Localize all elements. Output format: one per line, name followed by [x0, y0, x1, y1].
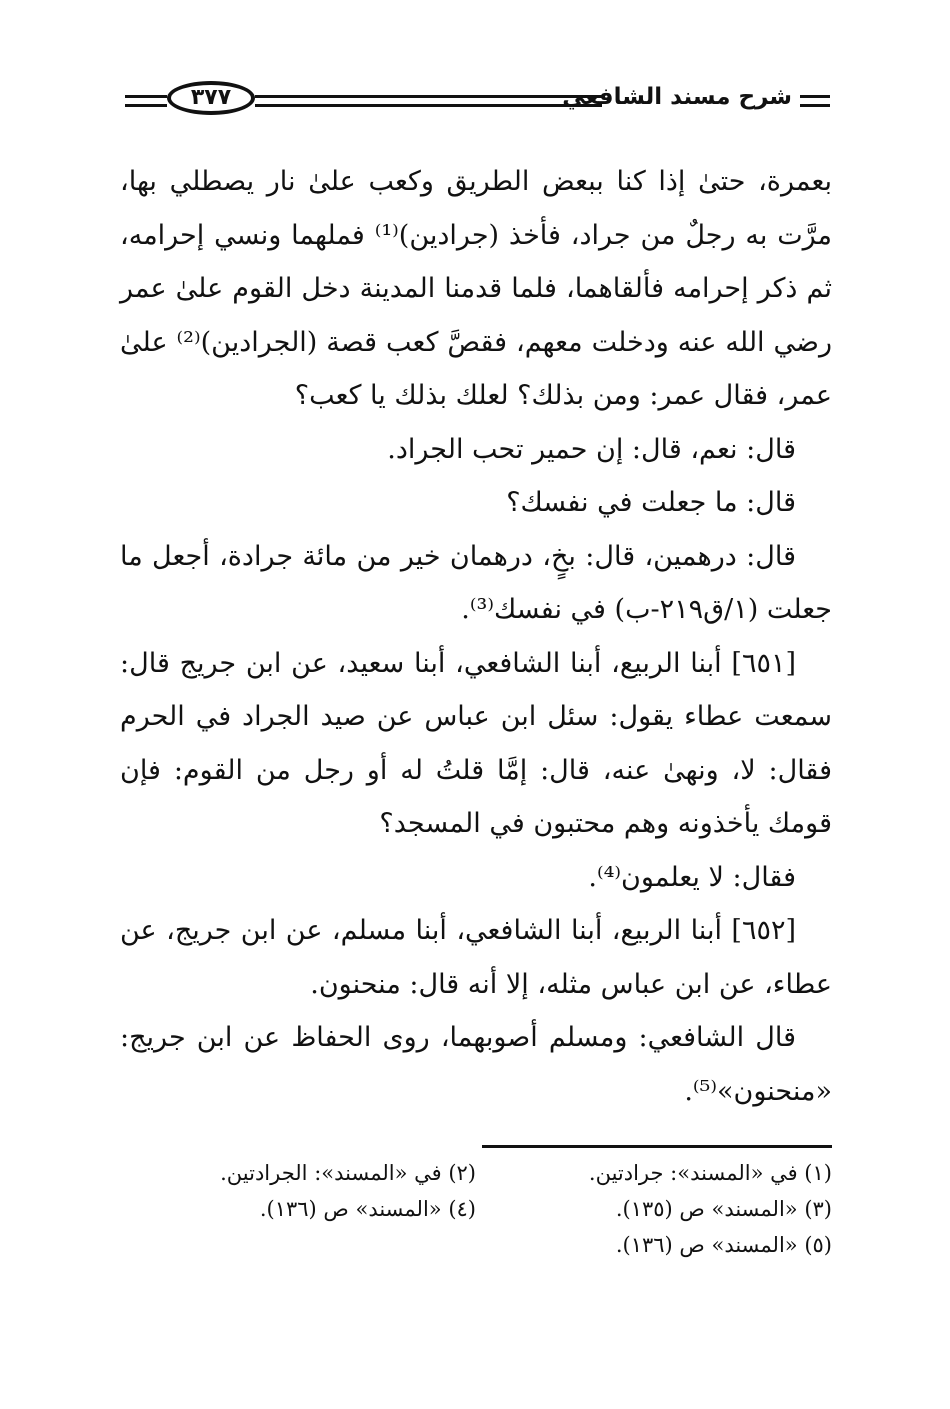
paragraph: قال: ما جعلت في نفسك؟ — [506, 487, 796, 518]
paragraph: فقال: لا يعلمون⁽⁴⁾. — [588, 861, 796, 893]
footnote-row — [120, 1155, 832, 1191]
paragraph: بعمرة، حتىٰ إذا كنا ببعض الطريق وكعب علىٰ نار يصطلي بها، مرَّت به رجلٌ من جراد، فأخذ (جرادين)⁽¹⁾ فملهما ونسي إحرامه، ثم ذكر إحرامه فألقاهما، فلما قدمنا المدينة دخل القوم علىٰ عمر رضي الله عنه ودخلت معهم، فقصَّ كعب قصة (الجرادين)⁽²⁾ علىٰ عمر، فقال عمر: ومن بذلك؟ لعلك بذلك يا كعب؟ — [120, 166, 832, 411]
footnote-3: (٣) «المسند» ص (١٣٥). — [615, 1197, 832, 1221]
footnote-4: (٤) «المسند» ص (١٣٦). — [259, 1197, 476, 1221]
footnote-5: (٥) «المسند» ص (١٣٦). — [615, 1233, 832, 1257]
paragraph: [٦٥١] أبنا الربيع، أبنا الشافعي، أبنا سعيد، عن ابن جريج قال: سمعت عطاء يقول: سئل ابن عباس عن صيد الجراد في الحرم فقال: لا، ونهىٰ عنه، قال: إمَّا قلتُ له أو رجل من القوم: فإن قومك يأخذونه وهم محتبون في المسجد؟ — [120, 647, 832, 839]
paragraph: قال الشافعي: ومسلم أصوبهما، روى الحفاظ عن ابن جريج: «منحنون»⁽⁵⁾. — [120, 1022, 832, 1107]
paragraph: قال: درهمين، قال: بخٍ، درهمان خير من مائة جرادة، أجعل ما جعلت (١/ق٢١٩-ب) في نفسك⁽³⁾. — [120, 540, 832, 625]
main-text — [120, 155, 832, 1118]
footnotes — [120, 1155, 832, 1263]
footnote-separator — [482, 1145, 832, 1148]
header-rule-middle — [255, 95, 602, 107]
paragraph: قال: نعم، قال: إن حمير تحب الجراد. — [387, 433, 796, 465]
header-rule-right — [800, 95, 830, 107]
page-header — [125, 78, 830, 124]
footnote-2: (٢) في «المسند»: الجرادتين. — [220, 1161, 476, 1185]
footnote-row — [120, 1191, 832, 1227]
running-title: شرح مسند الشافعي — [562, 84, 792, 110]
footnote-row — [120, 1227, 832, 1263]
page-number: ٣٧٧ — [167, 81, 255, 115]
footnote-1: (١) في «المسند»: جرادتين. — [588, 1161, 832, 1185]
paragraph: [٦٥٢] أبنا الربيع، أبنا الشافعي، أبنا مسلم، عن ابن جريج، عن عطاء، عن ابن عباس مثله، إلا أنه قال: منحنون. — [120, 915, 832, 1000]
header-rule-left — [125, 95, 167, 107]
